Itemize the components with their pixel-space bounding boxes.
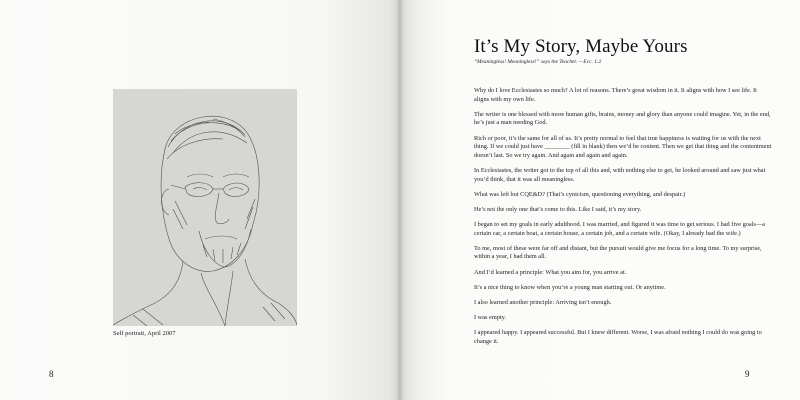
- body-paragraph: I appeared happy. I appeared successful. But I knew different. Worse, I was afraid nothing I could do was going to change it.: [474, 329, 762, 345]
- page-number-right: 9: [745, 369, 750, 379]
- page-number-left: 8: [49, 369, 54, 379]
- body-paragraph: I began to set my goals in early adulthood. I was married, and figured it was time to get serious. I had five goals—a certain car, a certain boat, a certain house, a certain job, and a certain wife. (Okay, I already had the wife.): [474, 221, 765, 237]
- chapter-body: [474, 87, 772, 353]
- chapter-epigraph: “Meaningless! Meaningless!” says the Teacher. —Ecc. 1:2: [474, 59, 602, 65]
- body-paragraph: To me, most of these were far off and distant, but the pursuit would give me focus for a long time. To my surprise, within a year, I had them all.: [474, 244, 762, 261]
- body-paragraph: In Ecclesiastes, the writer got to the top of all this and, with nothing else to get, he looked around and saw just what you’d think, that it was all meaningless.: [474, 166, 766, 183]
- body-paragraph: It’s a nice thing to know when you’re a young man starting out. Or anytime.: [474, 283, 666, 291]
- body-paragraph: What was left but CQE&D? (That’s cynicism, questioning everything, and despair.): [474, 190, 686, 198]
- body-paragraph: He’s not the only one that’s come to this. Like I said, it’s my story.: [474, 205, 642, 213]
- body-paragraph: The writer is one blessed with more human gifts, brains, money and glory than anyone could imagine. Yet, in the end, he’s just a man needing God.: [474, 110, 771, 127]
- body-paragraph: Rich or poor, it’s the same for all of us. It’s pretty normal to feel that true happiness is waiting for us with the next thing. If we could just have ________ (fill in blank) then we’d be content. Then we get that thing and the contentment doesn’t last. So we try again. And again and again and again.: [474, 134, 772, 159]
- portrait-caption: Self portrait, April 2007: [113, 330, 176, 337]
- chapter-title: It’s My Story, Maybe Yours: [474, 36, 688, 57]
- book-gutter: [396, 0, 404, 400]
- portrait-image: [113, 89, 297, 326]
- body-paragraph: And I’d learned a principle: What you aim for, you arrive at.: [474, 268, 627, 276]
- body-paragraph: I also learned another principle: Arriving isn’t enough.: [474, 299, 612, 307]
- right-page: [400, 0, 800, 400]
- body-paragraph: Why do I love Ecclesiastes so much? A lot of reasons. There’s great wisdom in it. It aligns with how I see life. It aligns with my own life.: [474, 87, 757, 103]
- body-paragraph: I was empty.: [474, 314, 506, 322]
